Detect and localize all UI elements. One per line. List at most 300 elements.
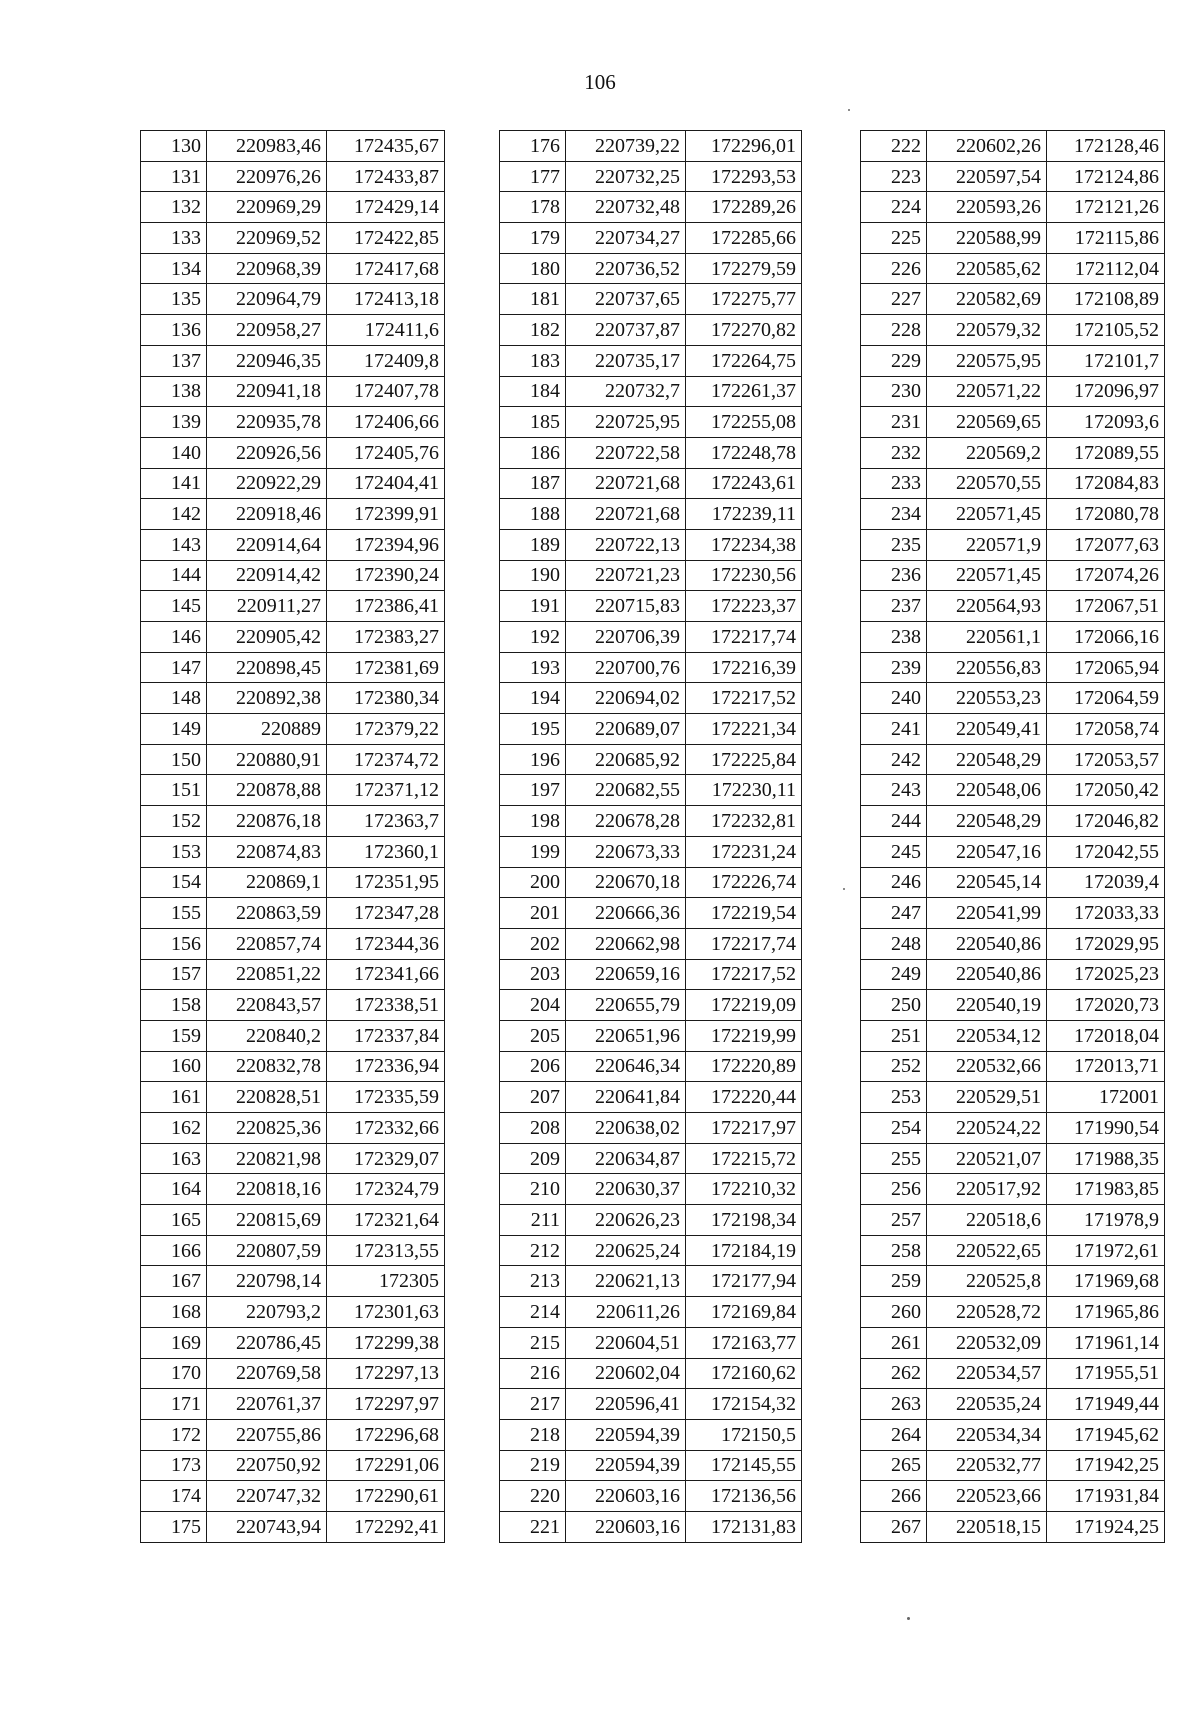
point-number-cell: 260 (861, 1297, 927, 1328)
y-coordinate-cell: 172232,81 (686, 806, 802, 837)
point-number-cell: 225 (861, 223, 927, 254)
table-row (141, 1020, 445, 1051)
point-number-cell: 191 (500, 591, 566, 622)
x-coordinate-cell: 220869,1 (207, 867, 327, 898)
y-coordinate-cell: 172230,11 (686, 775, 802, 806)
table-row (861, 468, 1165, 499)
point-number-cell: 212 (500, 1235, 566, 1266)
y-coordinate-cell: 172018,04 (1047, 1020, 1165, 1051)
table-row (861, 1327, 1165, 1358)
table-row (500, 898, 802, 929)
point-number-cell: 156 (141, 928, 207, 959)
y-coordinate-cell: 172292,41 (327, 1511, 445, 1542)
point-number-cell: 133 (141, 223, 207, 254)
table-row (500, 1020, 802, 1051)
y-coordinate-cell: 172417,68 (327, 253, 445, 284)
x-coordinate-cell: 220889 (207, 714, 327, 745)
table-row (141, 131, 445, 162)
y-coordinate-cell: 171978,9 (1047, 1205, 1165, 1236)
table-row (861, 652, 1165, 683)
x-coordinate-cell: 220911,27 (207, 591, 327, 622)
point-number-cell: 184 (500, 376, 566, 407)
point-number-cell: 162 (141, 1113, 207, 1144)
x-coordinate-cell: 220976,26 (207, 161, 327, 192)
point-number-cell: 199 (500, 836, 566, 867)
x-coordinate-cell: 220593,26 (927, 192, 1047, 223)
point-number-cell: 244 (861, 806, 927, 837)
point-number-cell: 169 (141, 1327, 207, 1358)
y-coordinate-cell: 172275,77 (686, 284, 802, 315)
y-coordinate-cell: 172321,64 (327, 1205, 445, 1236)
x-coordinate-cell: 220646,34 (566, 1051, 686, 1082)
point-number-cell: 264 (861, 1419, 927, 1450)
table-row (500, 836, 802, 867)
y-coordinate-cell: 172264,75 (686, 345, 802, 376)
table-row (141, 529, 445, 560)
point-number-cell: 166 (141, 1235, 207, 1266)
point-number-cell: 233 (861, 468, 927, 499)
table-row (141, 1051, 445, 1082)
x-coordinate-cell: 220662,98 (566, 928, 686, 959)
table-row (500, 1511, 802, 1542)
table-row (141, 990, 445, 1021)
table-row (500, 959, 802, 990)
table-row (141, 806, 445, 837)
point-number-cell: 206 (500, 1051, 566, 1082)
table-row (500, 223, 802, 254)
table-row (500, 1235, 802, 1266)
x-coordinate-cell: 220843,57 (207, 990, 327, 1021)
x-coordinate-cell: 220734,27 (566, 223, 686, 254)
point-number-cell: 192 (500, 622, 566, 653)
table-row (141, 1082, 445, 1113)
point-number-cell: 181 (500, 284, 566, 315)
x-coordinate-cell: 220570,55 (927, 468, 1047, 499)
table-row (500, 407, 802, 438)
table-row (141, 867, 445, 898)
y-coordinate-cell: 172039,4 (1047, 867, 1165, 898)
x-coordinate-cell: 220747,32 (207, 1481, 327, 1512)
table-row (141, 1327, 445, 1358)
table-row (500, 376, 802, 407)
x-coordinate-cell: 220532,77 (927, 1450, 1047, 1481)
y-coordinate-cell: 172101,7 (1047, 345, 1165, 376)
point-number-cell: 200 (500, 867, 566, 898)
y-coordinate-cell: 172065,94 (1047, 652, 1165, 683)
point-number-cell: 176 (500, 131, 566, 162)
table-row (500, 683, 802, 714)
point-number-cell: 147 (141, 652, 207, 683)
y-coordinate-cell: 171983,85 (1047, 1174, 1165, 1205)
x-coordinate-cell: 220958,27 (207, 315, 327, 346)
x-coordinate-cell: 220621,13 (566, 1266, 686, 1297)
x-coordinate-cell: 220532,09 (927, 1327, 1047, 1358)
table-row (500, 131, 802, 162)
y-coordinate-cell: 172089,55 (1047, 437, 1165, 468)
table-row (861, 131, 1165, 162)
point-number-cell: 202 (500, 928, 566, 959)
x-coordinate-cell: 220571,45 (927, 560, 1047, 591)
point-number-cell: 154 (141, 867, 207, 898)
table-row (141, 775, 445, 806)
y-coordinate-cell: 171955,51 (1047, 1358, 1165, 1389)
point-number-cell: 234 (861, 499, 927, 530)
x-coordinate-cell: 220750,92 (207, 1450, 327, 1481)
x-coordinate-cell: 220594,39 (566, 1450, 686, 1481)
point-number-cell: 153 (141, 836, 207, 867)
table-row (141, 959, 445, 990)
point-number-cell: 178 (500, 192, 566, 223)
x-coordinate-cell: 220737,87 (566, 315, 686, 346)
point-number-cell: 228 (861, 315, 927, 346)
point-number-cell: 136 (141, 315, 207, 346)
table-row (861, 898, 1165, 929)
point-number-cell: 224 (861, 192, 927, 223)
point-number-cell: 167 (141, 1266, 207, 1297)
table-row (500, 990, 802, 1021)
point-number-cell: 239 (861, 652, 927, 683)
table-row (500, 806, 802, 837)
point-number-cell: 132 (141, 192, 207, 223)
y-coordinate-cell: 172150,5 (686, 1419, 802, 1450)
point-number-cell: 213 (500, 1266, 566, 1297)
point-number-cell: 146 (141, 622, 207, 653)
point-number-cell: 259 (861, 1266, 927, 1297)
y-coordinate-cell: 172380,34 (327, 683, 445, 714)
table-row (500, 1327, 802, 1358)
y-coordinate-cell: 172394,96 (327, 529, 445, 560)
point-number-cell: 183 (500, 345, 566, 376)
y-coordinate-cell: 171945,62 (1047, 1419, 1165, 1450)
y-coordinate-cell: 172136,56 (686, 1481, 802, 1512)
point-number-cell: 177 (500, 161, 566, 192)
point-number-cell: 143 (141, 529, 207, 560)
y-coordinate-cell: 172279,59 (686, 253, 802, 284)
point-number-cell: 220 (500, 1481, 566, 1512)
y-coordinate-cell: 172042,55 (1047, 836, 1165, 867)
table-row (861, 806, 1165, 837)
x-coordinate-cell: 220523,66 (927, 1481, 1047, 1512)
point-number-cell: 221 (500, 1511, 566, 1542)
table-row (141, 928, 445, 959)
point-number-cell: 255 (861, 1143, 927, 1174)
table-row (141, 836, 445, 867)
y-coordinate-cell: 172296,68 (327, 1419, 445, 1450)
table-row (141, 499, 445, 530)
point-number-cell: 236 (861, 560, 927, 591)
x-coordinate-cell: 220518,6 (927, 1205, 1047, 1236)
x-coordinate-cell: 220706,39 (566, 622, 686, 653)
point-number-cell: 254 (861, 1113, 927, 1144)
table-row (500, 928, 802, 959)
point-number-cell: 139 (141, 407, 207, 438)
x-coordinate-cell: 220878,88 (207, 775, 327, 806)
x-coordinate-cell: 220529,51 (927, 1082, 1047, 1113)
x-coordinate-cell: 220651,96 (566, 1020, 686, 1051)
x-coordinate-cell: 220863,59 (207, 898, 327, 929)
point-number-cell: 182 (500, 315, 566, 346)
y-coordinate-cell: 172221,34 (686, 714, 802, 745)
point-number-cell: 135 (141, 284, 207, 315)
y-coordinate-cell: 172223,37 (686, 591, 802, 622)
table-row (141, 223, 445, 254)
x-coordinate-cell: 220685,92 (566, 744, 686, 775)
x-coordinate-cell: 220534,57 (927, 1358, 1047, 1389)
y-coordinate-cell: 172344,36 (327, 928, 445, 959)
y-coordinate-cell: 172046,82 (1047, 806, 1165, 837)
y-coordinate-cell: 172332,66 (327, 1113, 445, 1144)
y-coordinate-cell: 172383,27 (327, 622, 445, 653)
x-coordinate-cell: 220517,92 (927, 1174, 1047, 1205)
y-coordinate-cell: 172305 (327, 1266, 445, 1297)
table-row (500, 315, 802, 346)
x-coordinate-cell: 220735,17 (566, 345, 686, 376)
point-number-cell: 134 (141, 253, 207, 284)
x-coordinate-cell: 220540,19 (927, 990, 1047, 1021)
table-row (861, 1143, 1165, 1174)
point-number-cell: 222 (861, 131, 927, 162)
table-row (861, 1113, 1165, 1144)
x-coordinate-cell: 220571,9 (927, 529, 1047, 560)
table-row (861, 560, 1165, 591)
y-coordinate-cell: 171961,14 (1047, 1327, 1165, 1358)
table-row (141, 1113, 445, 1144)
x-coordinate-cell: 220732,7 (566, 376, 686, 407)
x-coordinate-cell: 220582,69 (927, 284, 1047, 315)
y-coordinate-cell: 172219,09 (686, 990, 802, 1021)
y-coordinate-cell: 171988,35 (1047, 1143, 1165, 1174)
table-row (141, 1205, 445, 1236)
point-number-cell: 168 (141, 1297, 207, 1328)
y-coordinate-cell: 172261,37 (686, 376, 802, 407)
x-coordinate-cell: 220625,24 (566, 1235, 686, 1266)
x-coordinate-cell: 220603,16 (566, 1511, 686, 1542)
table-row (861, 1358, 1165, 1389)
table-row (500, 1450, 802, 1481)
x-coordinate-cell: 220926,56 (207, 437, 327, 468)
y-coordinate-cell: 172154,32 (686, 1389, 802, 1420)
point-number-cell: 160 (141, 1051, 207, 1082)
point-number-cell: 218 (500, 1419, 566, 1450)
table-row (861, 1297, 1165, 1328)
point-number-cell: 148 (141, 683, 207, 714)
table-row (861, 315, 1165, 346)
y-coordinate-cell: 172216,39 (686, 652, 802, 683)
table-row (500, 1481, 802, 1512)
point-number-cell: 170 (141, 1358, 207, 1389)
y-coordinate-cell: 172435,67 (327, 131, 445, 162)
page-number: 106 (584, 70, 616, 94)
x-coordinate-cell: 220561,1 (927, 622, 1047, 653)
point-number-cell: 145 (141, 591, 207, 622)
x-coordinate-cell: 220755,86 (207, 1419, 327, 1450)
point-number-cell: 249 (861, 959, 927, 990)
table-row (141, 1174, 445, 1205)
x-coordinate-cell: 220786,45 (207, 1327, 327, 1358)
x-coordinate-cell: 220579,32 (927, 315, 1047, 346)
y-coordinate-cell: 172239,11 (686, 499, 802, 530)
y-coordinate-cell: 172108,89 (1047, 284, 1165, 315)
point-number-cell: 150 (141, 744, 207, 775)
x-coordinate-cell: 220596,41 (566, 1389, 686, 1420)
x-coordinate-cell: 220603,16 (566, 1481, 686, 1512)
point-number-cell: 163 (141, 1143, 207, 1174)
x-coordinate-cell: 220815,69 (207, 1205, 327, 1236)
table-row (141, 622, 445, 653)
table-row (141, 315, 445, 346)
table-row (500, 1419, 802, 1450)
point-number-cell: 190 (500, 560, 566, 591)
table-row (141, 437, 445, 468)
y-coordinate-cell: 172001 (1047, 1082, 1165, 1113)
x-coordinate-cell: 220571,45 (927, 499, 1047, 530)
y-coordinate-cell: 172406,66 (327, 407, 445, 438)
y-coordinate-cell: 172360,1 (327, 836, 445, 867)
table-row (861, 1419, 1165, 1450)
table-row (141, 1389, 445, 1420)
table-row (500, 253, 802, 284)
table-row (861, 959, 1165, 990)
table-row (141, 744, 445, 775)
x-coordinate-cell: 220969,52 (207, 223, 327, 254)
x-coordinate-cell: 220828,51 (207, 1082, 327, 1113)
table-row (500, 714, 802, 745)
y-coordinate-cell: 172297,97 (327, 1389, 445, 1420)
point-number-cell: 253 (861, 1082, 927, 1113)
point-number-cell: 155 (141, 898, 207, 929)
y-coordinate-cell: 172145,55 (686, 1450, 802, 1481)
point-number-cell: 188 (500, 499, 566, 530)
table-row (861, 1266, 1165, 1297)
x-coordinate-cell: 220876,18 (207, 806, 327, 837)
y-coordinate-cell: 172371,12 (327, 775, 445, 806)
coordinate-table-3 (860, 130, 1165, 1543)
table-row (861, 345, 1165, 376)
table-row (141, 407, 445, 438)
point-number-cell: 203 (500, 959, 566, 990)
point-number-cell: 172 (141, 1419, 207, 1450)
table-row (141, 1235, 445, 1266)
y-coordinate-cell: 171969,68 (1047, 1266, 1165, 1297)
table-row (141, 714, 445, 745)
point-number-cell: 175 (141, 1511, 207, 1542)
y-coordinate-cell: 172219,54 (686, 898, 802, 929)
point-number-cell: 157 (141, 959, 207, 990)
x-coordinate-cell: 220880,91 (207, 744, 327, 775)
point-number-cell: 210 (500, 1174, 566, 1205)
table-row (500, 161, 802, 192)
x-coordinate-cell: 220585,62 (927, 253, 1047, 284)
point-number-cell: 257 (861, 1205, 927, 1236)
y-coordinate-cell: 171965,86 (1047, 1297, 1165, 1328)
y-coordinate-cell: 172289,26 (686, 192, 802, 223)
point-number-cell: 151 (141, 775, 207, 806)
y-coordinate-cell: 172234,38 (686, 529, 802, 560)
x-coordinate-cell: 220547,16 (927, 836, 1047, 867)
table-row (861, 867, 1165, 898)
y-coordinate-cell: 172169,84 (686, 1297, 802, 1328)
table-row (500, 1113, 802, 1144)
y-coordinate-cell: 172429,14 (327, 192, 445, 223)
x-coordinate-cell: 220983,46 (207, 131, 327, 162)
x-coordinate-cell: 220602,26 (927, 131, 1047, 162)
y-coordinate-cell: 172025,23 (1047, 959, 1165, 990)
table-row (861, 1082, 1165, 1113)
table-row (861, 223, 1165, 254)
x-coordinate-cell: 220553,23 (927, 683, 1047, 714)
point-number-cell: 262 (861, 1358, 927, 1389)
y-coordinate-cell: 172270,82 (686, 315, 802, 346)
point-number-cell: 207 (500, 1082, 566, 1113)
point-number-cell: 197 (500, 775, 566, 806)
y-coordinate-cell: 172128,46 (1047, 131, 1165, 162)
point-number-cell: 226 (861, 253, 927, 284)
y-coordinate-cell: 172248,78 (686, 437, 802, 468)
point-number-cell: 144 (141, 560, 207, 591)
y-coordinate-cell: 172411,6 (327, 315, 445, 346)
y-coordinate-cell: 172386,41 (327, 591, 445, 622)
x-coordinate-cell: 220807,59 (207, 1235, 327, 1266)
y-coordinate-cell: 172198,34 (686, 1205, 802, 1236)
coordinate-table-2 (499, 130, 802, 1543)
point-number-cell: 149 (141, 714, 207, 745)
table-row (141, 652, 445, 683)
table-row (500, 468, 802, 499)
point-number-cell: 205 (500, 1020, 566, 1051)
y-coordinate-cell: 171990,54 (1047, 1113, 1165, 1144)
point-number-cell: 140 (141, 437, 207, 468)
table-row (861, 437, 1165, 468)
table-row (861, 1389, 1165, 1420)
y-coordinate-cell: 172291,06 (327, 1450, 445, 1481)
scan-speck (843, 888, 845, 890)
table-row (861, 499, 1165, 530)
x-coordinate-cell: 220556,83 (927, 652, 1047, 683)
table-row (861, 990, 1165, 1021)
point-number-cell: 164 (141, 1174, 207, 1205)
point-number-cell: 208 (500, 1113, 566, 1144)
table-row (861, 622, 1165, 653)
x-coordinate-cell: 220743,94 (207, 1511, 327, 1542)
y-coordinate-cell: 172210,32 (686, 1174, 802, 1205)
y-coordinate-cell: 172374,72 (327, 744, 445, 775)
y-coordinate-cell: 171949,44 (1047, 1389, 1165, 1420)
x-coordinate-cell: 220659,16 (566, 959, 686, 990)
x-coordinate-cell: 220737,65 (566, 284, 686, 315)
y-coordinate-cell: 172053,57 (1047, 744, 1165, 775)
table-row (861, 591, 1165, 622)
x-coordinate-cell: 220535,24 (927, 1389, 1047, 1420)
x-coordinate-cell: 220575,95 (927, 345, 1047, 376)
table-row (141, 560, 445, 591)
point-number-cell: 159 (141, 1020, 207, 1051)
x-coordinate-cell: 220673,33 (566, 836, 686, 867)
x-coordinate-cell: 220918,46 (207, 499, 327, 530)
scan-speck (907, 1617, 910, 1620)
point-number-cell: 165 (141, 1205, 207, 1236)
point-number-cell: 209 (500, 1143, 566, 1174)
y-coordinate-cell: 172215,72 (686, 1143, 802, 1174)
table-row (500, 591, 802, 622)
coordinate-table-1 (140, 130, 445, 1543)
point-number-cell: 238 (861, 622, 927, 653)
y-coordinate-cell: 171972,61 (1047, 1235, 1165, 1266)
y-coordinate-cell: 172084,83 (1047, 468, 1165, 499)
table-row (141, 468, 445, 499)
x-coordinate-cell: 220569,65 (927, 407, 1047, 438)
x-coordinate-cell: 220722,13 (566, 529, 686, 560)
point-number-cell: 198 (500, 806, 566, 837)
